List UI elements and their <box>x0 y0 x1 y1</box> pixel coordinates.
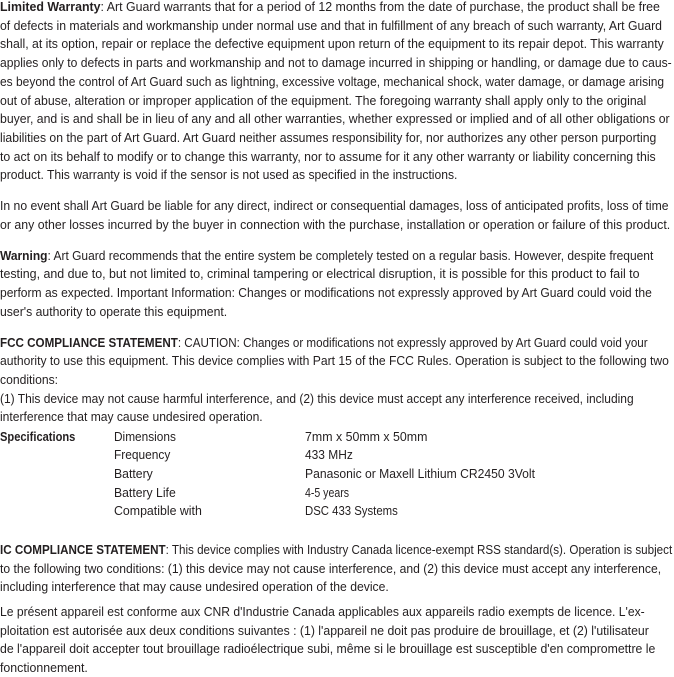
fcc-line-2: authority to use this equipment. This device complies with Part 15 of the FCC Rules. Operation is subject to the following two <box>0 353 669 369</box>
fcc-line-1: FCC COMPLIANCE STATEMENT: CAUTION: Changes or modifications not expressly approved by Art Guard could void your <box>0 334 648 350</box>
fcc-line-4: (1) This device may not cause harmful interference, and (2) this device must accept any interference received, including <box>0 390 634 406</box>
spec-label: Battery <box>114 465 153 481</box>
warranty-line-9: to act on its behalf to modify or to change this warranty, nor to assume for it any other warranty or liability concerning this <box>0 148 656 164</box>
spec-value: 433 MHz <box>305 447 353 463</box>
ic-line-1: IC COMPLIANCE STATEMENT: This device complies with Industry Canada licence-exempt RSS standard(s). Operation is subject <box>0 542 673 557</box>
spec-label: Dimensions <box>114 428 176 444</box>
warranty-line-3: shall, at its option, repair or replace the defective equipment upon return of the equipment to its repair depot. This warranty <box>0 36 664 52</box>
french-line-3: de l'appareil doit accepter tout brouillage radioélectrique subi, même si le brouillage est susceptible d'en compromettre le <box>0 641 656 657</box>
spec-value: 4-5 years <box>305 484 349 500</box>
warning-line-1: Warning: Art Guard recommends that the entire system be completely tested on a regular basis. However, despite frequent <box>0 247 654 263</box>
warning-heading: Warning <box>0 247 48 263</box>
liability-line-1: In no event shall Art Guard be liable for any direct, indirect or consequential damages, loss of anticipated profits, loss of time <box>0 198 669 213</box>
warranty-line-5: es beyond the control of Art Guard such as lightning, excessive voltage, mechanical shock, water damage, or damage arising <box>0 73 665 89</box>
warranty-line-8: liabilities on the part of Art Guard. Art Guard neither assumes responsibility for, nor authorizes any other person purporting <box>0 129 657 145</box>
spec-value: 7mm x 50mm x 50mm <box>305 428 428 444</box>
warning-line-3: perform as expected. Important Information: Changes or modifications not expressly approved by Art Guard could void the <box>0 284 652 300</box>
warranty-line-6: out of abuse, alteration or improper application of the equipment. The foregoing warranty shall apply only to the original <box>0 92 647 108</box>
specifications-section <box>0 427 674 522</box>
liability-line-2: or any other losses incurred by the buyer in connection with the purchase, installation or operation or failure of this product. <box>0 216 671 232</box>
warning-line-2: testing, and due to, but not limited to, criminal tampering or electrical disruption, it is possible for this product to fail to <box>0 266 640 282</box>
french-line-4: fonctionnement. <box>0 660 88 676</box>
warranty-line-7: buyer, and is and shall be in lieu of any and all other warranties, whether expressed or implied and of all other obligations or <box>0 111 670 127</box>
spec-value: DSC 433 Systems <box>305 503 398 519</box>
spec-value: Panasonic or Maxell Lithium CR2450 3Volt <box>305 465 535 481</box>
fcc-heading: FCC COMPLIANCE STATEMENT <box>0 334 178 350</box>
spec-label: Compatible with <box>114 503 202 519</box>
fcc-line-5: interference that may cause undesired operation. <box>0 409 263 425</box>
warranty-heading: Limited Warranty <box>0 0 101 14</box>
ic-line-2: to the following two conditions: (1) this device may not cause interference, and (2) this device must accept any interference, <box>0 560 662 576</box>
warranty-line-4: applies only to defects in parts and workmanship and not to damage incurred in shipping or handling, or damage due to caus- <box>0 55 672 71</box>
ic-line-3: including interference that may cause undesired operation of the device. <box>0 579 389 595</box>
warranty-line-10: product. This warranty is void if the sensor is not used as specified in the instructions. <box>0 167 458 183</box>
ic-heading: IC COMPLIANCE STATEMENT <box>0 542 166 557</box>
spec-label: Battery Life <box>114 484 176 500</box>
spec-label: Frequency <box>114 447 171 463</box>
specifications-heading: Specifications <box>0 428 76 444</box>
warning-line-4: user's authority to operate this equipment. <box>0 303 228 319</box>
warranty-line-1: Limited Warranty: Art Guard warrants that for a period of 12 months from the date of purchase, the product shall be free <box>0 0 660 14</box>
french-line-2: ploitation est autorisée aux deux conditions suivantes : (1) l'appareil ne doit pas produire de brouillage, et (2) l'utilisateur <box>0 622 649 638</box>
fcc-line-3: conditions: <box>0 371 59 387</box>
warranty-line-2: of defects in materials and workmanship under normal use and that in fulfillment of any breach of such warranty, Art Guard <box>0 17 662 33</box>
french-line-1: Le présent appareil est conforme aux CNR d'Industrie Canada applicables aux appareils radio exempts de licence. L'ex- <box>0 604 645 619</box>
